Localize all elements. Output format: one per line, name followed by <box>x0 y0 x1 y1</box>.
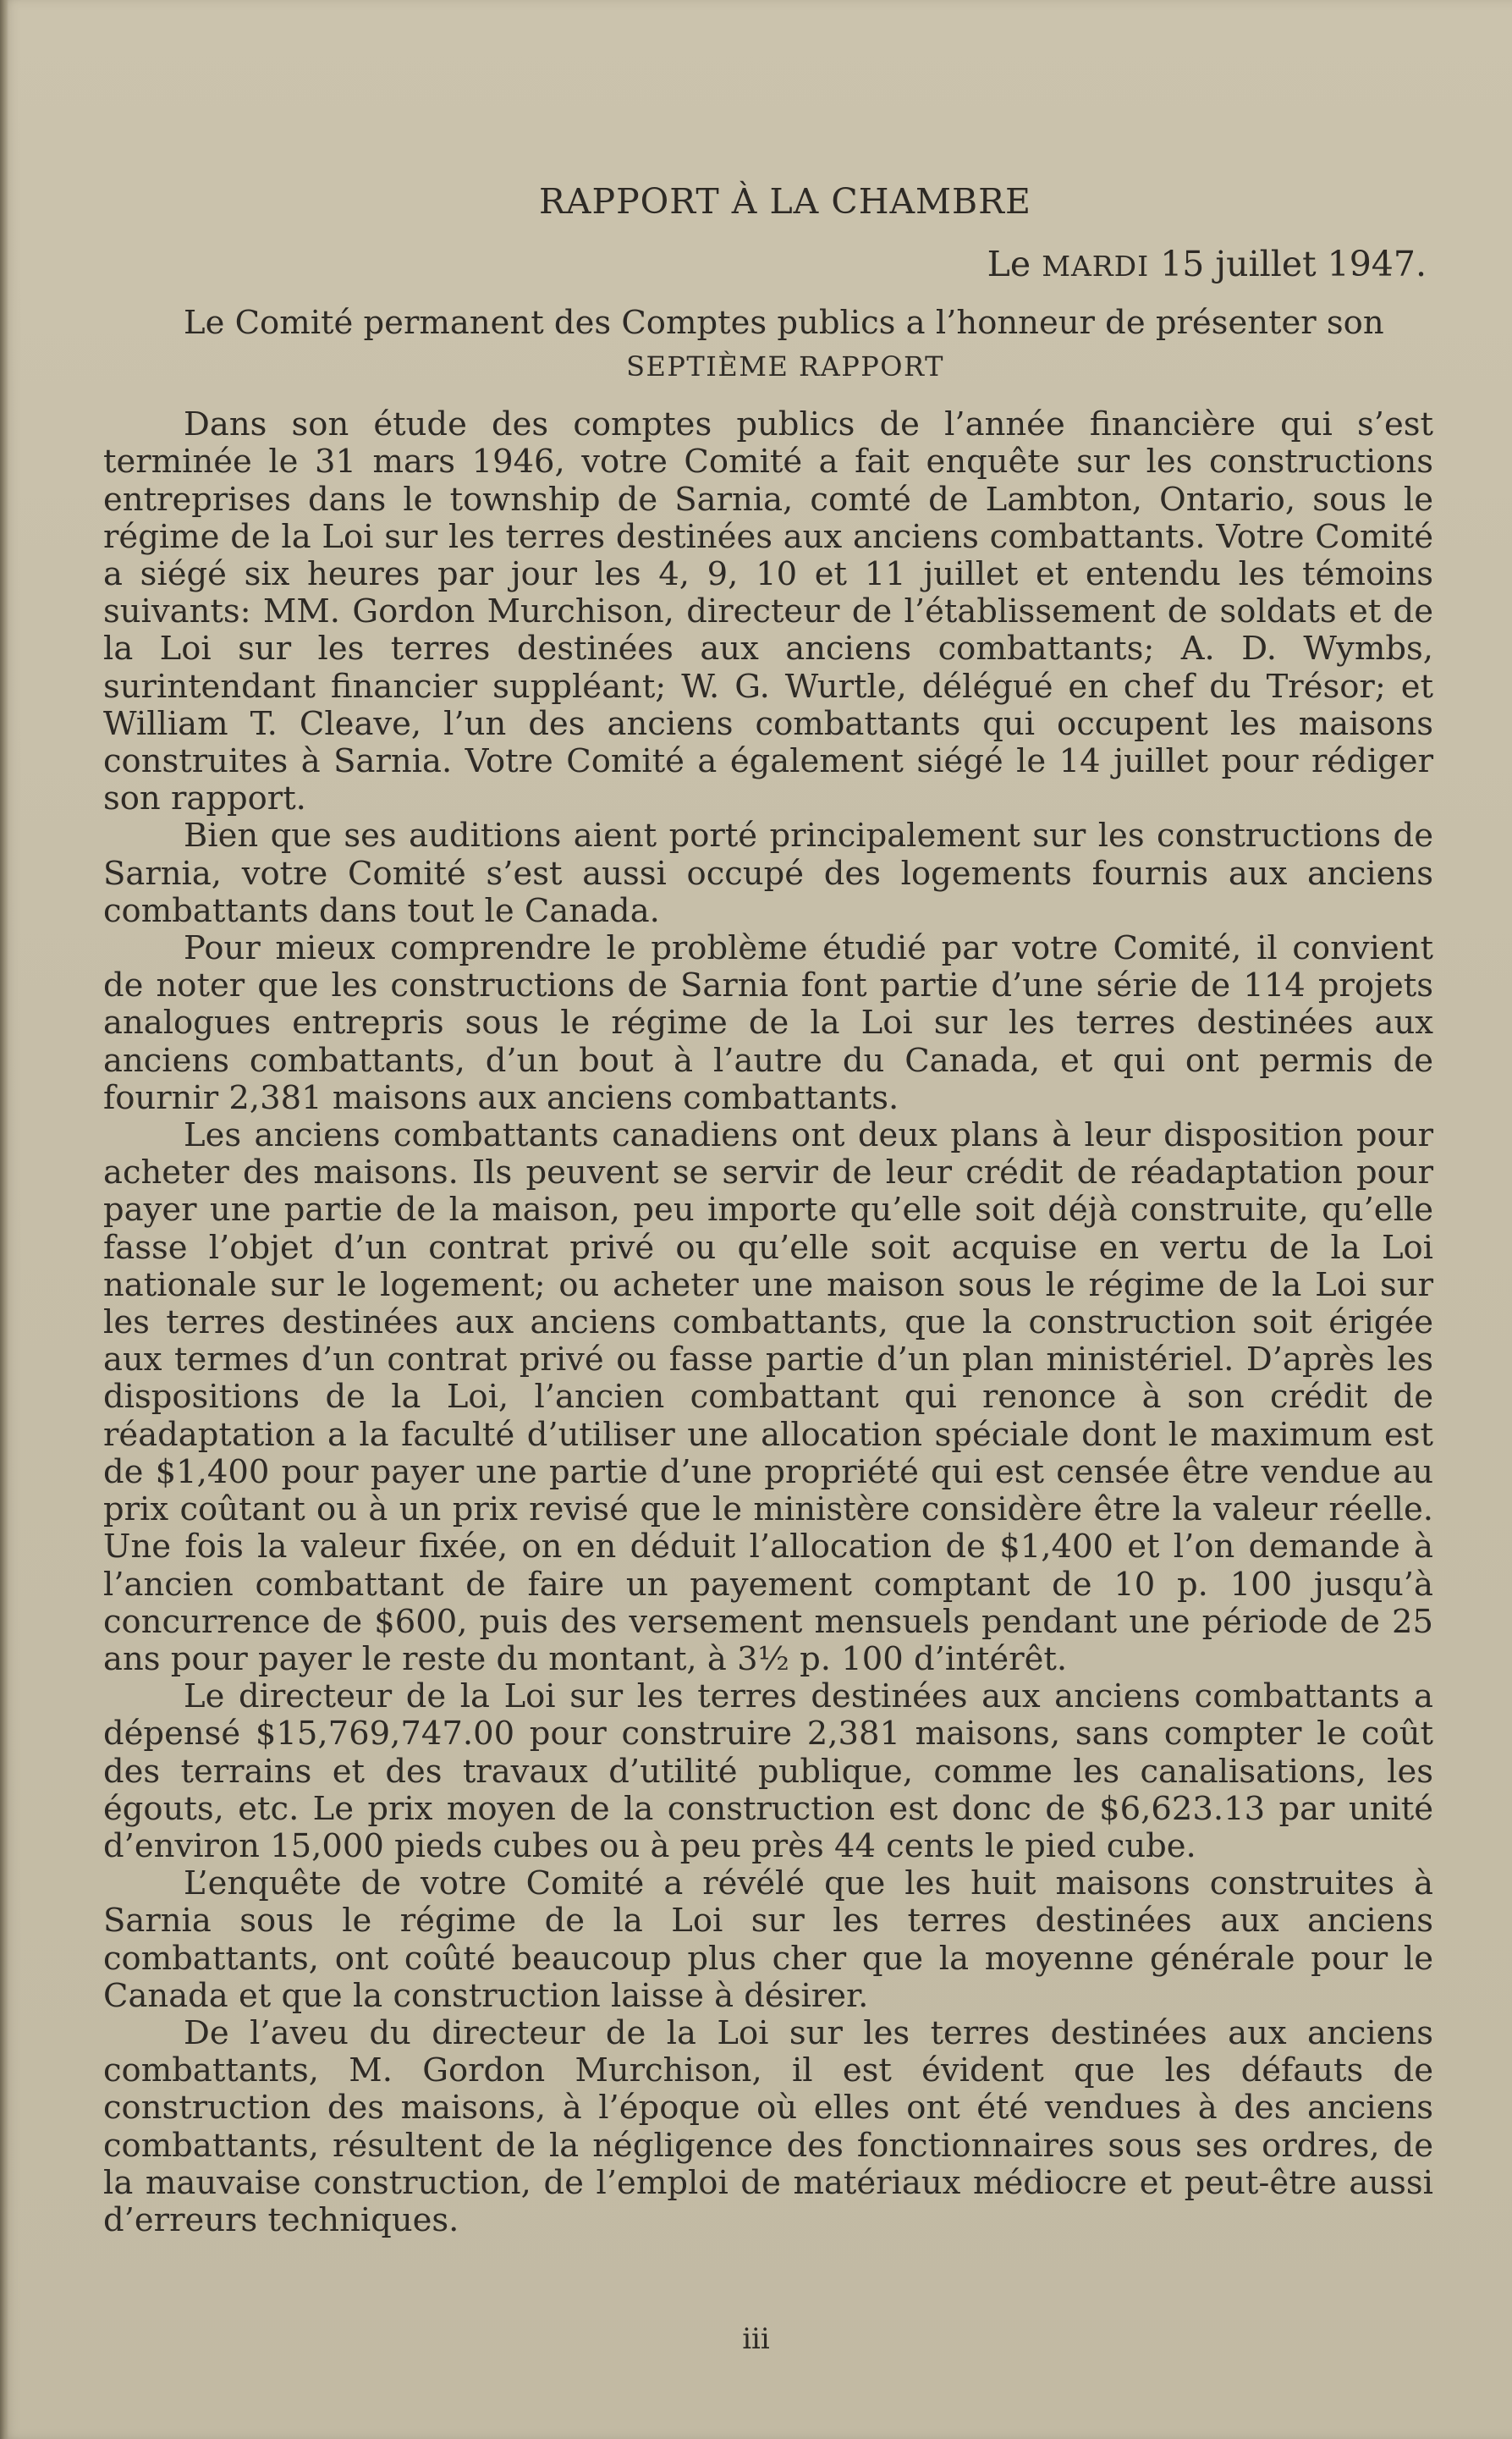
date-prefix: Le <box>987 244 1042 284</box>
date-weekday: MARDI <box>1042 250 1150 283</box>
body-paragraph-7: De l’aveu du directeur de la Loi sur les terres destinées aux anciens combattants, M. Gordon Murchison, il est évident que les défauts de construction des maisons, à l’époque où elles ont été vendues à des anciens combattants, résultent de la négligence des fonctionnaires sous ses ordres, de la mauvaise construction, de l’emploi de matériaux médiocre et peut-être aussi d’erreurs techniques. <box>103 2013 1433 2239</box>
body-paragraph-3: Pour mieux comprendre le problème étudié par votre Comité, il convient de noter que les constructions de Sarnia font partie d’une série de 114 projets analogues entrepris sous le régime de la Loi sur les terres destinées aux anciens combattants, d’un bout à l’autre du Canada, et qui ont permis de fournir 2,381 maisons aux anciens combattants. <box>103 929 1433 1117</box>
page-number: iii <box>742 2322 770 2356</box>
date-rest: 15 juillet 1947. <box>1149 244 1427 284</box>
body-paragraph-4: Les anciens combattants canadiens ont deux plans à leur disposition pour acheter des maisons. Ils peuvent se servir de leur crédit de réadaptation pour payer une partie de la maison, peu importe qu’elle soit déjà construite, qu’elle fasse l’objet d’un contrat privé ou qu’elle soit acquise en vertu de la Loi nationale sur le logement; ou acheter une maison sous le régime de la Loi sur les terres destinées aux anciens combattants, que la construction soit érigée aux termes d’un contrat privé ou fasse partie d’un plan ministériel. D’après les dispositions de la Loi, l’ancien combattant qui renonce à son crédit de réadaptation a la faculté d’utiliser une allocation spéciale dont le maximum est de $1,400 pour payer une partie d’une propriété qui est censée être vendue au prix coûtant ou à un prix revisé que le ministère considère être la valeur réelle. Une fois la valeur fixée, on en déduit l’allocation de $1,400 et l’on demande à l’ancien combattant de faire un payement comptant de 10 p. 100 jusqu’à concurrence de $600, puis des versement mensuels pendant une période de 25 ans pour payer le reste du montant, à 3½ p. 100 d’intérêt. <box>103 1116 1433 1678</box>
report-subtitle: SEPTIÈME RAPPORT <box>626 350 944 383</box>
page-title: RAPPORT À LA CHAMBRE <box>539 181 1031 222</box>
report-date <box>103 244 1427 284</box>
body-paragraph-2: Bien que ses auditions aient porté principalement sur les constructions de Sarnia, votre Comité s’est aussi occupé des logements fournis aux anciens combattants dans tout le Canada. <box>103 817 1433 930</box>
body-paragraph-6: L’enquête de votre Comité a révélé que les huit maisons construites à Sarnia sous le régime de la Loi sur les terres destinées aux anciens combattants, ont coûté beaucoup plus cher que la moyenne générale pour le Canada et que la construction laisse à désirer. <box>103 1864 1433 2015</box>
page-binding-edge <box>0 0 8 2439</box>
intro-paragraph: Le Comité permanent des Comptes publics a l’honneur de présenter son <box>184 304 1384 342</box>
body-paragraph-1: Dans son étude des comptes publics de l’année financière qui s’est terminée le 31 mars 1946, votre Comité a fait enquête sur les constructions entreprises dans le township de Sarnia, comté de Lambton, Ontario, sous le régime de la Loi sur les terres destinées aux anciens combattants. Votre Comité a siégé six heures par jour les 4, 9, 10 et 11 juillet et entendu les témoins suivants: MM. Gordon Murchison, directeur de l’établissement de soldats et de la Loi sur les terres destinées aux anciens combattants; A. D. Wymbs, surintendant financier suppléant; W. G. Wurtle, délégué en chef du Trésor; et William T. Cleave, l’un des anciens combattants qui occupent les maisons construites à Sarnia. Votre Comité a également siégé le 14 juillet pour rédiger son rapport. <box>103 405 1433 818</box>
body-paragraph-5: Le directeur de la Loi sur les terres destinées aux anciens combattants a dépensé $15,769,747.00 pour construire 2,381 maisons, sans compter le coût des terrains et des travaux d’utilité publique, comme les canalisations, les égouts, etc. Le prix moyen de la construction est donc de $6,623.13 par unité d’environ 15,000 pieds cubes ou à peu près 44 cents le pied cube. <box>103 1677 1433 1865</box>
report-body <box>103 169 1433 2239</box>
